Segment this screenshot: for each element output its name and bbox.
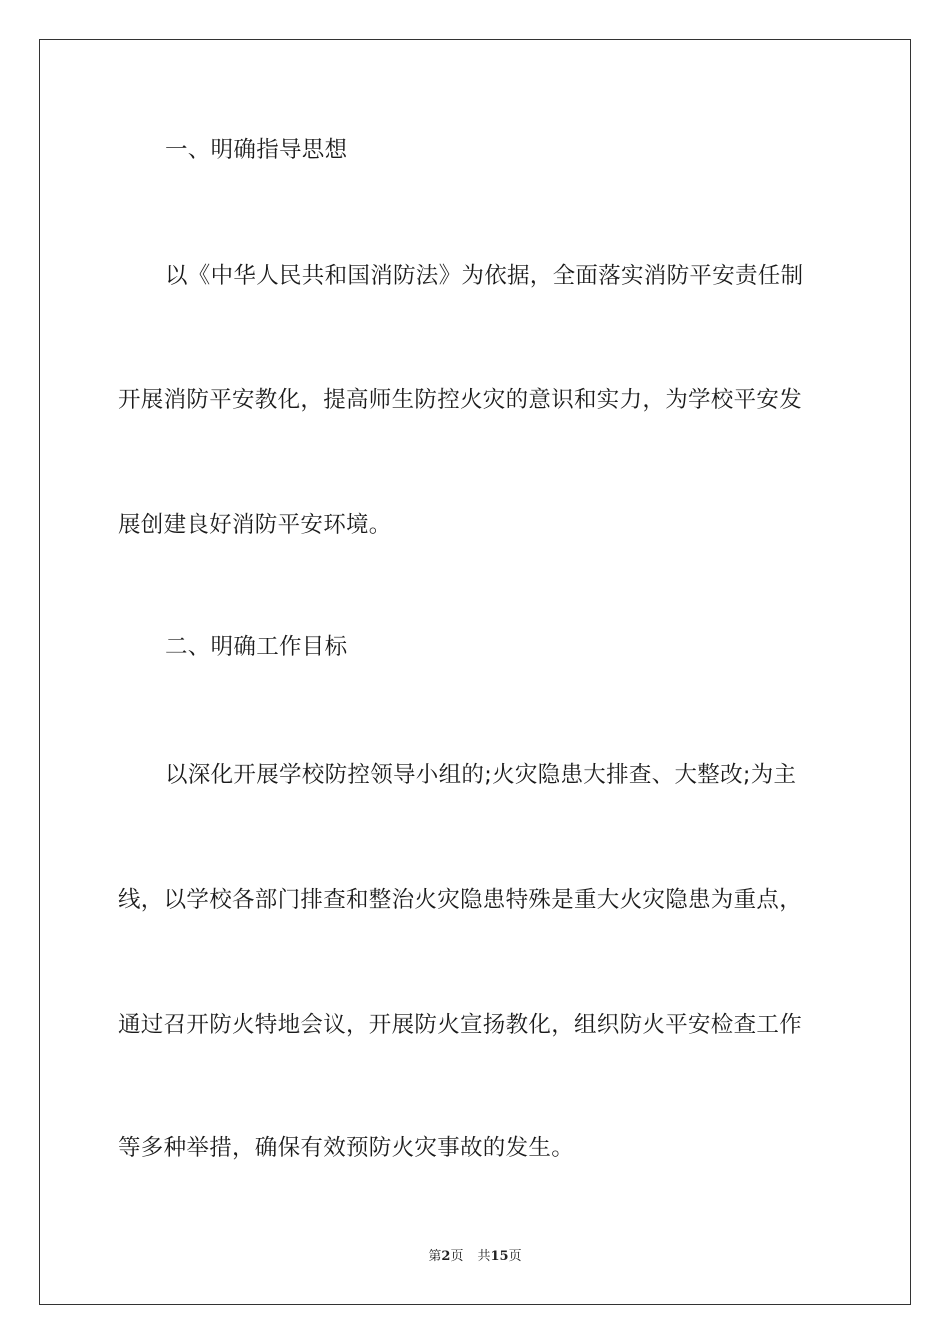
- paragraph-line: 线，以学校各部门排查和整治火灾隐患特殊是重大火灾隐患为重点，: [118, 887, 803, 913]
- paragraph-line: 以《中华人民共和国消防法》为依据，全面落实消防平安责任制: [165, 263, 804, 289]
- total-suffix: 页: [508, 1249, 522, 1264]
- paragraph-line: 展创建良好消防平安环境。: [118, 512, 392, 538]
- page-number: 2: [441, 1249, 451, 1264]
- paragraph-line: 通过召开防火特地会议，开展防火宣扬教化，组织防火平安检查工作: [118, 1012, 803, 1038]
- paragraph-line: 开展消防平安教化，提高师生防控火灾的意识和实力，为学校平安发: [118, 387, 803, 413]
- page-suffix: 页: [450, 1249, 464, 1264]
- heading-work-goals: 二、明确工作目标: [165, 634, 348, 660]
- paragraph-line: 以深化开展学校防控领导小组的;火灾隐患大排查、大整改;为主: [165, 762, 797, 788]
- page-prefix: 第: [428, 1249, 442, 1264]
- total-pages: 15: [490, 1249, 509, 1264]
- total-prefix: 共: [477, 1249, 491, 1264]
- paragraph-line: 等多种举措，确保有效预防火灾事故的发生。: [118, 1135, 575, 1161]
- page-frame: [39, 39, 911, 1305]
- page-footer: [0, 1248, 950, 1266]
- heading-guiding-ideology: 一、明确指导思想: [165, 137, 348, 163]
